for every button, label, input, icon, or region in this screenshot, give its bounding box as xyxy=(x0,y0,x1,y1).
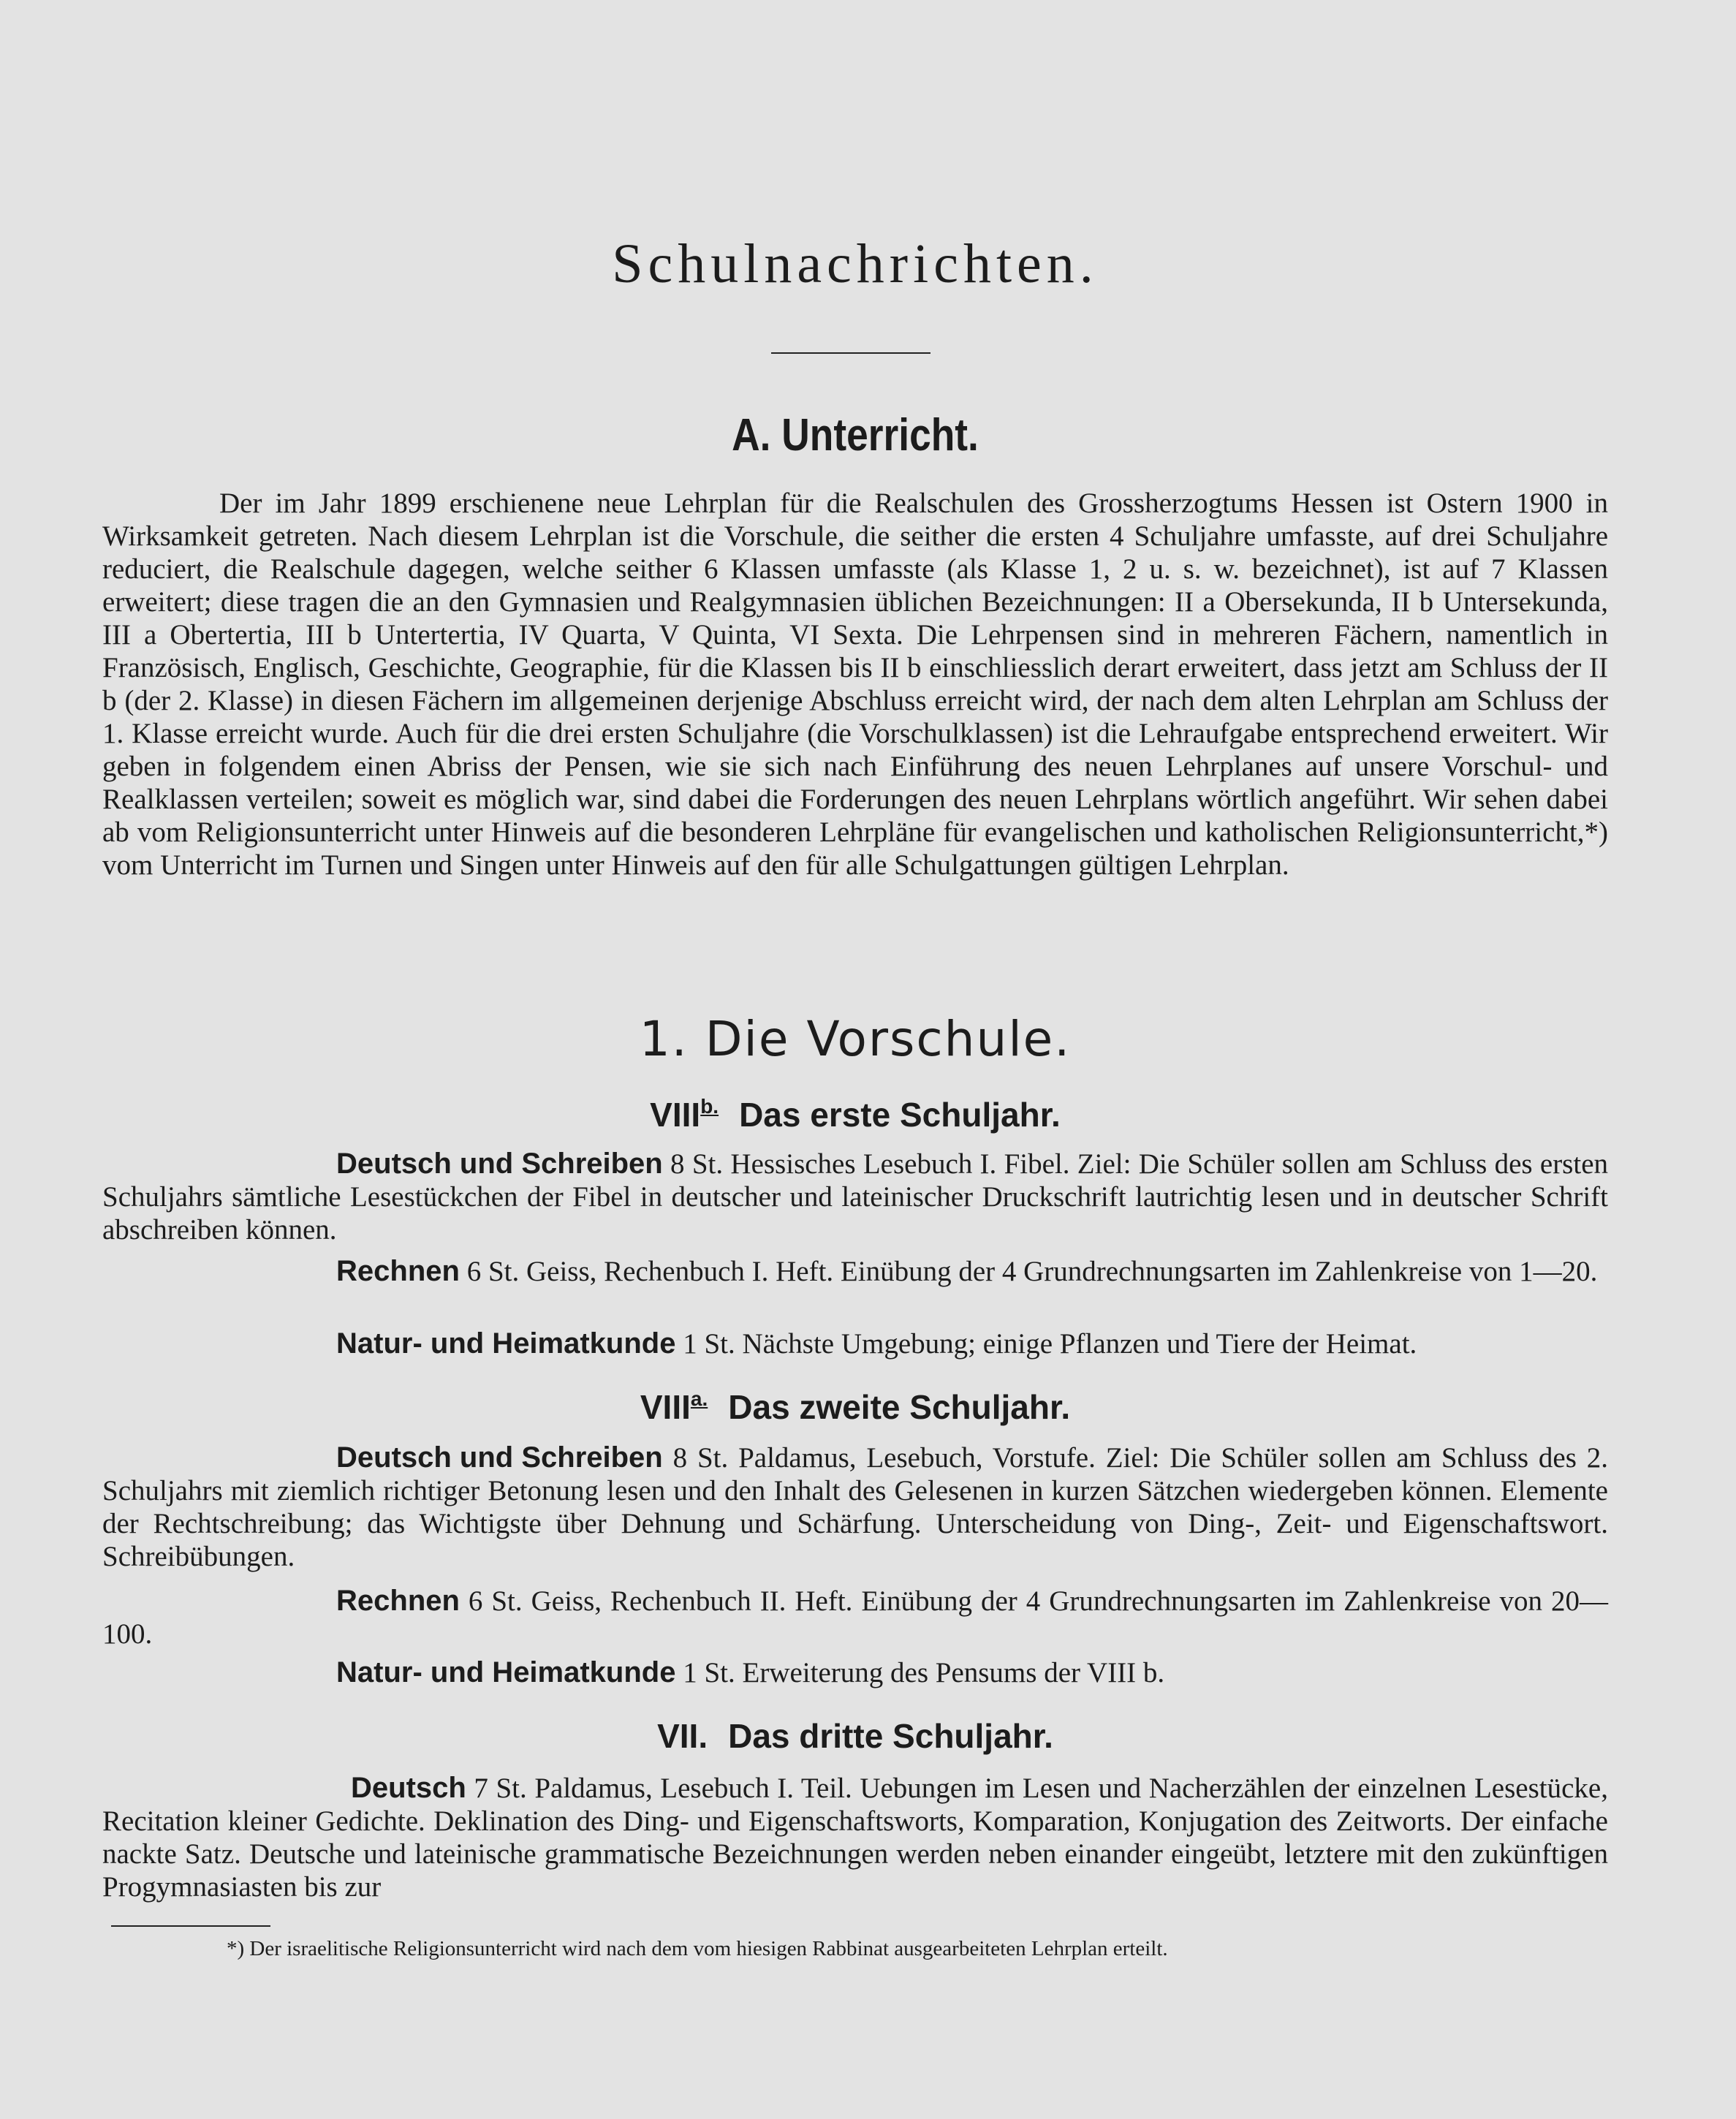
class-label: VIII xyxy=(650,1096,701,1134)
subject-text: 1 St. Nächste Umgebung; einige Pflanzen und Tiere der Heimat. xyxy=(683,1328,1417,1360)
class-label: VIII xyxy=(640,1388,691,1426)
subject-label: Deutsch xyxy=(351,1772,466,1804)
class-suffix: a. xyxy=(690,1387,708,1410)
viii-b-rechnen xyxy=(102,1255,1608,1288)
viii-a-natur xyxy=(102,1656,1608,1689)
subject-label: Natur- und Heimatkunde xyxy=(336,1656,676,1688)
footnote: *) Der israelitische Religionsunterricht wird nach dem vom hiesigen Rabbinat ausgearbeiteten Lehrplan erteilt. xyxy=(227,1937,1168,1960)
subject-text: 1 St. Erweiterung des Pensums der VIII b. xyxy=(683,1657,1165,1688)
subject-text: 6 St. Geiss, Rechenbuch II. Heft. Einübung der 4 Grundrechnungsarten im Zahlenkreise von 20—100. xyxy=(102,1585,1609,1650)
viii-b-natur xyxy=(102,1327,1608,1360)
intro-paragraph: Der im Jahr 1899 erschienene neue Lehrplan für die Realschulen des Grossherzogtums Hessen ist Ostern 1900 in Wirksamkeit getreten. Nach diesem Lehrplan ist die Vorschule, die seither die ersten 4 Schuljahre umfasste, auf drei Schuljahre reduciert, die Realschule dagegen, welche seither 6 Klassen umfasste (als Klasse 1, 2 u. s. w. bezeichnet), ist auf 7 Klassen erweitert; diese tragen die an den Gymnasien und Realgymnasien üblichen Bezeichnungen: II a Obersekunda, II b Untersekunda, III a Obertertia, III b Untertertia, IV Quarta, V Quinta, VI Sexta. Die Lehrpensen sind in mehreren Fächern, namentlich in Französisch, Englisch, Geschichte, Geographie, für die Klassen bis II b einschliesslich derart erweitert, dass jetzt am Schluss der II b (der 2. Klasse) in diesen Fächern im allgemeinen derjenige Abschluss erreicht wird, der nach dem alten Lehrplan am Schluss der 1. Klasse erreicht wurde. Auch für die drei ersten Schuljahre (die Vorschulklassen) ist die Lehraufgabe entsprechend erweitert. Wir geben in folgendem einen Abriss der Pensen, wie sie sich nach Einführung des neuen Lehrplanes auf unsere Vorschul- und Realklassen verteilen; soweit es möglich war, sind dabei die Forderungen des neuen Lehrplans wörtlich angeführt. Wir sehen dabei ab vom Religionsunterricht unter Hinweis auf die besonderen Lehrpläne für evangelischen und katholischen Religionsunterricht,*) vom Unterricht im Turnen und Singen unter Hinweis auf den für alle Schulgattungen gültigen Lehrplan. xyxy=(102,488,1608,881)
class-viii-a-heading xyxy=(102,1387,1608,1427)
subject-label: Deutsch und Schreiben xyxy=(336,1148,663,1180)
subject-label: Natur- und Heimatkunde xyxy=(336,1327,676,1360)
class-vii-heading xyxy=(102,1716,1608,1756)
subject-label: Rechnen xyxy=(336,1585,460,1617)
page-title: Schulnachrichten. xyxy=(612,233,1099,295)
vorschule-heading: 1. Die Vorschule. xyxy=(639,1011,1072,1067)
class-title: Das dritte Schuljahr. xyxy=(728,1717,1053,1755)
vii-deutsch xyxy=(102,1772,1608,1903)
viii-a-rechnen xyxy=(102,1585,1608,1650)
section-a-heading: A. Unterricht. xyxy=(732,410,979,460)
subject-text: 6 St. Geiss, Rechenbuch I. Heft. Einübung der 4 Grundrechnungsarten im Zahlenkreise von 1—20. xyxy=(466,1256,1598,1287)
class-suffix: b. xyxy=(700,1095,719,1118)
class-title: Das erste Schuljahr. xyxy=(739,1096,1061,1134)
title-divider xyxy=(771,352,930,354)
subject-text: 8 St. Paldamus, Lesebuch, Vorstufe. Ziel: Die Schüler sollen am Schluss des 2. Schuljahrs mit ziemlich richtiger Betonung lesen und den Inhalt des Gelesenen in kurzen Sätzchen wiedergeben können. Elemente der Rechtschreibung; das Wichtigste über Dehnung und Schärfung. Unterscheidung von Ding-, Zeit- und Eigenschaftswort. Schreibübungen. xyxy=(102,1442,1608,1572)
class-viii-b-heading xyxy=(102,1095,1608,1134)
subject-label: Rechnen xyxy=(336,1255,460,1287)
subject-label: Deutsch und Schreiben xyxy=(336,1441,663,1474)
class-label: VII. xyxy=(657,1717,708,1755)
class-title: Das zweite Schuljahr. xyxy=(728,1388,1071,1426)
footnote-divider xyxy=(111,1925,270,1927)
viii-a-deutsch xyxy=(102,1441,1608,1573)
subject-text: 7 St. Paldamus, Lesebuch I. Teil. Uebungen im Lesen und Nacherzählen der einzelnen Lesestücke, Recitation kleiner Gedichte. Deklination des Ding- und Eigenschaftsworts, Komparation, Konjugation des Zeitworts. Der einfache nackte Satz. Deutsche und lateinische grammatische Bezeichnungen werden neben einander eingeübt, letztere mit den zukünftigen Progymnasiasten bis zur xyxy=(102,1773,1608,1903)
viii-b-deutsch xyxy=(102,1148,1608,1246)
page xyxy=(102,0,1608,2119)
subject-text: 8 St. Hessisches Lesebuch I. Fibel. Ziel: Die Schüler sollen am Schluss des ersten Schuljahrs sämtliche Lesestückchen der Fibel in deutscher und lateinischer Druckschrift lautrichtig lesen und in deutscher Schrift abschreiben können. xyxy=(102,1148,1609,1246)
